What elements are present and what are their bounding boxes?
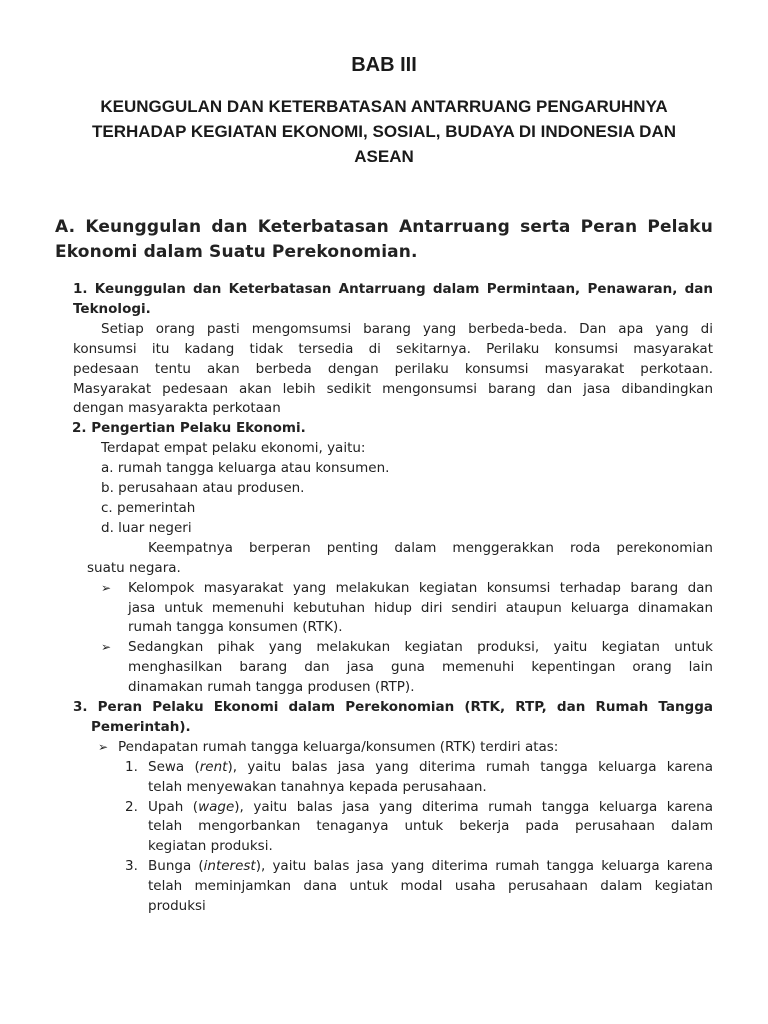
bullet-item	[73, 579, 713, 639]
list-intro: Terdapat empat pelaku ekonomi, yaitu:	[101, 440, 366, 457]
bullet-text: Pendapatan rumah tangga keluarga/konsumen (RTK) terdiri atas:	[118, 738, 559, 755]
paragraph-line: Masyarakat pedesaan akan lebih sedikit mengonsumsi barang dan jasa dibandingkan	[73, 380, 713, 397]
chapter-title-line: ASEAN	[354, 147, 414, 166]
chapter-title	[70, 94, 698, 169]
numbered-line: 3. Bunga (interest), yaitu balas jasa yang diterima rumah tangga keluarga karena	[73, 857, 713, 877]
numbered-line: telah meminjamkan dana untuk modal usaha perusahaan dalam kegiatan	[148, 878, 713, 895]
subsection-3-heading: 3. Peran Pelaku Ekonomi dalam Perekonomian (RTK, RTP, dan Rumah Tangga	[73, 699, 713, 716]
chapter-heading: BAB III	[351, 54, 417, 76]
numbered-line: 1. Sewa (rent), yaitu balas jasa yang diterima rumah tangga keluarga karena	[73, 758, 713, 778]
list-item: c. pemerintah	[101, 499, 196, 516]
bullet-line	[73, 579, 713, 599]
subsection-3-heading: Pemerintah).	[91, 718, 191, 735]
bullet-text: Kelompok masyarakat yang melakukan kegiatan konsumsi terhadap barang dan	[128, 579, 713, 596]
subsection-1-heading: 1. Keunggulan dan Keterbatasan Antarruang dalam Permintaan, Penawaran, dan	[73, 281, 713, 297]
chapter-title-line: TERHADAP KEGIATAN EKONOMI, SOSIAL, BUDAYA DI INDONESIA DAN	[91, 122, 677, 141]
bullet-line	[73, 738, 713, 758]
paragraph-line: suatu negara.	[87, 559, 181, 576]
bullet-line: rumah tangga konsumen (RTK).	[128, 619, 343, 636]
list-item: d. luar negeri	[101, 519, 192, 536]
section-a-heading	[55, 215, 713, 265]
bullet-line: menghasilkan barang dan jasa guna memenuhi kepentingan orang lain	[128, 659, 713, 676]
bullet-line: jasa untuk memenuhi kebutuhan hidup diri sendiri ataupun keluarga dinamakan	[128, 599, 713, 616]
item-number: 1.	[125, 758, 138, 775]
paragraph-line: konsumsi itu kadang tidak tersedia di sekitarnya. Perilaku konsumsi masyarakat	[73, 340, 713, 357]
numbered-line: produksi	[148, 898, 206, 915]
term: interest	[203, 858, 256, 875]
paragraph-line: pedesaan tentu akan berbeda dengan perilaku konsumsi masyarakat perkotaan.	[73, 360, 713, 377]
arrowhead-bullet-icon: ➢	[98, 739, 109, 754]
item-number: 3.	[125, 858, 138, 875]
section-heading-line: A. Keunggulan dan Keterbatasan Antarruang serta Peran Pelaku	[55, 217, 713, 237]
paragraph-line: Setiap orang pasti mengomsumsi barang yang berbeda-beda. Dan apa yang di	[101, 320, 713, 337]
subsection-1-heading: Teknologi.	[73, 300, 151, 317]
numbered-line: telah menyewakan tanahnya kepada perusahaan.	[148, 778, 487, 795]
paragraph-line: Keempatnya berperan penting dalam menggerakkan roda perekonomian	[148, 539, 713, 556]
numbered-item	[73, 758, 713, 798]
list-item: b. perusahaan atau produsen.	[101, 480, 305, 497]
numbered-line: telah mengorbankan tenaganya untuk bekerja pada perusahaan dalam	[148, 818, 713, 835]
chapter-title-line: KEUNGGULAN DAN KETERBATASAN ANTARRUANG PENGARUHNYA	[100, 97, 668, 116]
bullet-line: dinamakan rumah tangga produsen (RTP).	[128, 679, 415, 696]
paragraph-line: dengan masyarakta perkotaan	[73, 400, 281, 417]
bullet-text: Sedangkan pihak yang melakukan kegiatan produksi, yaitu kegiatan untuk	[128, 639, 713, 656]
bullet-item	[73, 638, 713, 698]
arrowhead-bullet-icon: ➢	[101, 580, 112, 595]
numbered-item	[73, 798, 713, 858]
numbered-item	[73, 857, 713, 917]
arrowhead-bullet-icon: ➢	[101, 640, 112, 655]
subsection-2-heading: 2. Pengertian Pelaku Ekonomi.	[72, 420, 306, 437]
list-item: a. rumah tangga keluarga atau konsumen.	[101, 460, 390, 477]
item-number: 2.	[125, 798, 138, 815]
section-a-body	[73, 280, 713, 917]
term: rent	[199, 758, 228, 775]
numbered-line: kegiatan produksi.	[148, 838, 273, 855]
term: wage	[198, 798, 235, 815]
bullet-line	[73, 638, 713, 658]
numbered-line: 2. Upah (wage), yaitu balas jasa yang diterima rumah tangga keluarga karena	[73, 798, 713, 818]
section-heading-line: Ekonomi dalam Suatu Perekonomian.	[55, 242, 418, 262]
